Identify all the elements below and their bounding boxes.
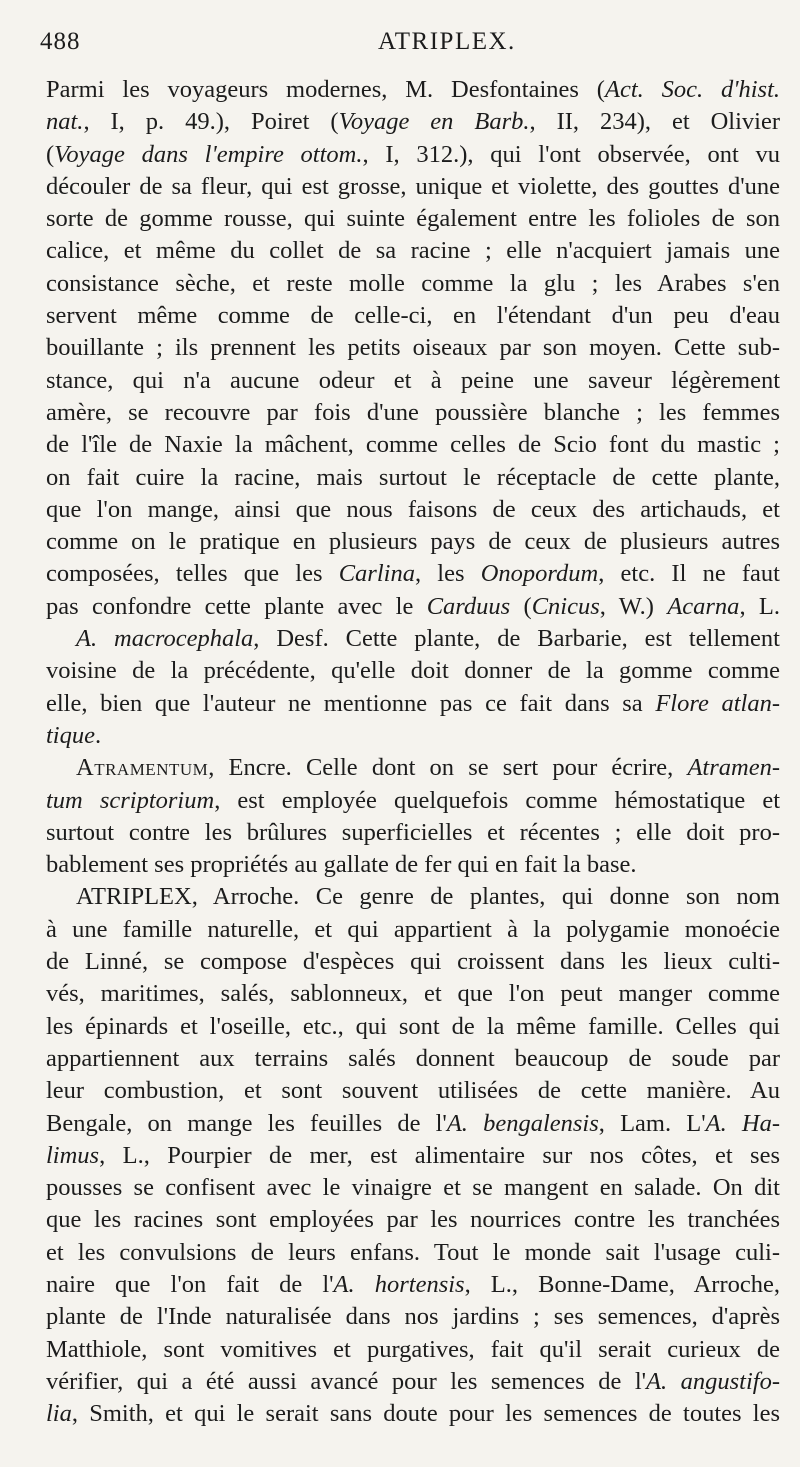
text-line: calice, et même du collet de sa racine ; elle n'acquiert jamais une	[46, 237, 780, 265]
page-header	[40, 18, 772, 62]
text-line: découler de sa fleur, qui est grosse, unique et violette, des gouttes d'une	[46, 172, 780, 200]
text-line: tique.	[46, 721, 102, 749]
text-line: de Linné, se compose d'espèces qui croissent dans les lieux culti-	[46, 948, 780, 976]
text-line: comme on le pratique en plusieurs pays de ceux de plusieurs autres	[46, 528, 780, 556]
text-line: amère, se recouvre par fois d'une poussière blanche ; les femmes	[46, 398, 780, 426]
running-title: ATRIPLEX.	[378, 28, 516, 55]
text-line: A. macrocephala, Desf. Cette plante, de Barbarie, est tellement	[76, 625, 780, 653]
text-line: pas confondre cette plante avec le Carduus (Cnicus, W.) Acarna, L.	[46, 592, 780, 620]
text-line: que l'on mange, ainsi que nous faisons de ceux des artichauds, et	[46, 495, 780, 523]
text-line: sorte de gomme rousse, qui suinte également entre les folioles de son	[46, 205, 780, 233]
text-line: bouillante ; ils prennent les petits oiseaux par son moyen. Cette sub-	[46, 334, 780, 362]
text-line: plante de l'Inde naturalisée dans nos jardins ; ses semences, d'après	[46, 1303, 780, 1331]
text-line: on fait cuire la racine, mais surtout le réceptacle de cette plante,	[46, 463, 780, 491]
text-line: composées, telles que les Carlina, les Onopordum, etc. Il ne faut	[46, 560, 780, 588]
text-line: à une famille naturelle, et qui appartient à la polygamie monoécie	[46, 915, 780, 943]
text-line: servent même comme de celle-ci, en l'étendant d'un peu d'eau	[46, 302, 780, 330]
text-line: lia, Smith, et qui le serait sans doute pour les semences de toutes les	[46, 1400, 780, 1428]
text-line: nat., I, p. 49.), Poiret (Voyage en Barb., II, 234), et Olivier	[46, 108, 780, 136]
text-line: stance, qui n'a aucune odeur et à peine une saveur légèrement	[46, 366, 780, 394]
text-line: limus, L., Pourpier de mer, est alimentaire sur nos côtes, et ses	[46, 1141, 780, 1169]
text-line: vés, maritimes, salés, sablonneux, et que l'on peut manger comme	[46, 980, 780, 1008]
text-line: (Voyage dans l'empire ottom., I, 312.), qui l'ont observée, ont vu	[46, 140, 780, 168]
text-line: bablement ses propriétés au gallate de fer qui en fait la base.	[46, 851, 637, 879]
text-line: voisine de la précédente, qu'elle doit donner de la gomme comme	[46, 657, 780, 685]
text-line: tum scriptorium, est employée quelquefois comme hémostatique et	[46, 786, 780, 814]
text-line: ATRIPLEX, Arroche. Ce genre de plantes, qui donne son nom	[76, 883, 780, 911]
text-line: Parmi les voyageurs modernes, M. Desfontaines (Act. Soc. d'hist.	[46, 76, 780, 103]
text-line: naire que l'on fait de l'A. hortensis, L., Bonne-Dame, Arroche,	[46, 1270, 780, 1298]
page-number: 488	[40, 28, 81, 55]
text-line: consistance sèche, et reste molle comme la glu ; les Arabes s'en	[46, 269, 780, 297]
text-line: vérifier, qui a été aussi avancé pour les semences de l'A. angustifo-	[46, 1367, 780, 1395]
text-line: de l'île de Naxie la mâchent, comme celles de Scio font du mastic ;	[46, 431, 780, 459]
text-line: leur combustion, et sont souvent utilisées de cette manière. Au	[46, 1077, 780, 1105]
entry-heading: Atramentum	[76, 754, 209, 782]
text-line: Matthiole, sont vomitives et purgatives, fait qu'il serait curieux de	[46, 1335, 780, 1363]
text-line: surtout contre les brûlures superficielles et récentes ; elle doit pro-	[46, 818, 780, 846]
text-line: les épinards et l'oseille, etc., qui sont de la même famille. Celles qui	[46, 1012, 780, 1040]
text-line: que les racines sont employées par les nourrices contre les tranchées	[46, 1206, 780, 1234]
text-line: appartiennent aux terrains salés donnent beaucoup de soude par	[46, 1044, 780, 1072]
text-line: et les convulsions de leurs enfans. Tout le monde sait l'usage culi-	[46, 1238, 780, 1266]
text-line: pousses se confisent avec le vinaigre et se mangent en salade. On dit	[46, 1174, 780, 1202]
text-line: Bengale, on mange les feuilles de l'A. bengalensis, Lam. L'A. Ha-	[46, 1109, 780, 1137]
body-text	[46, 74, 780, 1430]
text-line: Atramentum, Encre. Celle dont on se sert pour écrire, Atramen-	[76, 754, 780, 782]
text-line: elle, bien que l'auteur ne mentionne pas ce fait dans sa Flore atlan-	[46, 689, 780, 717]
